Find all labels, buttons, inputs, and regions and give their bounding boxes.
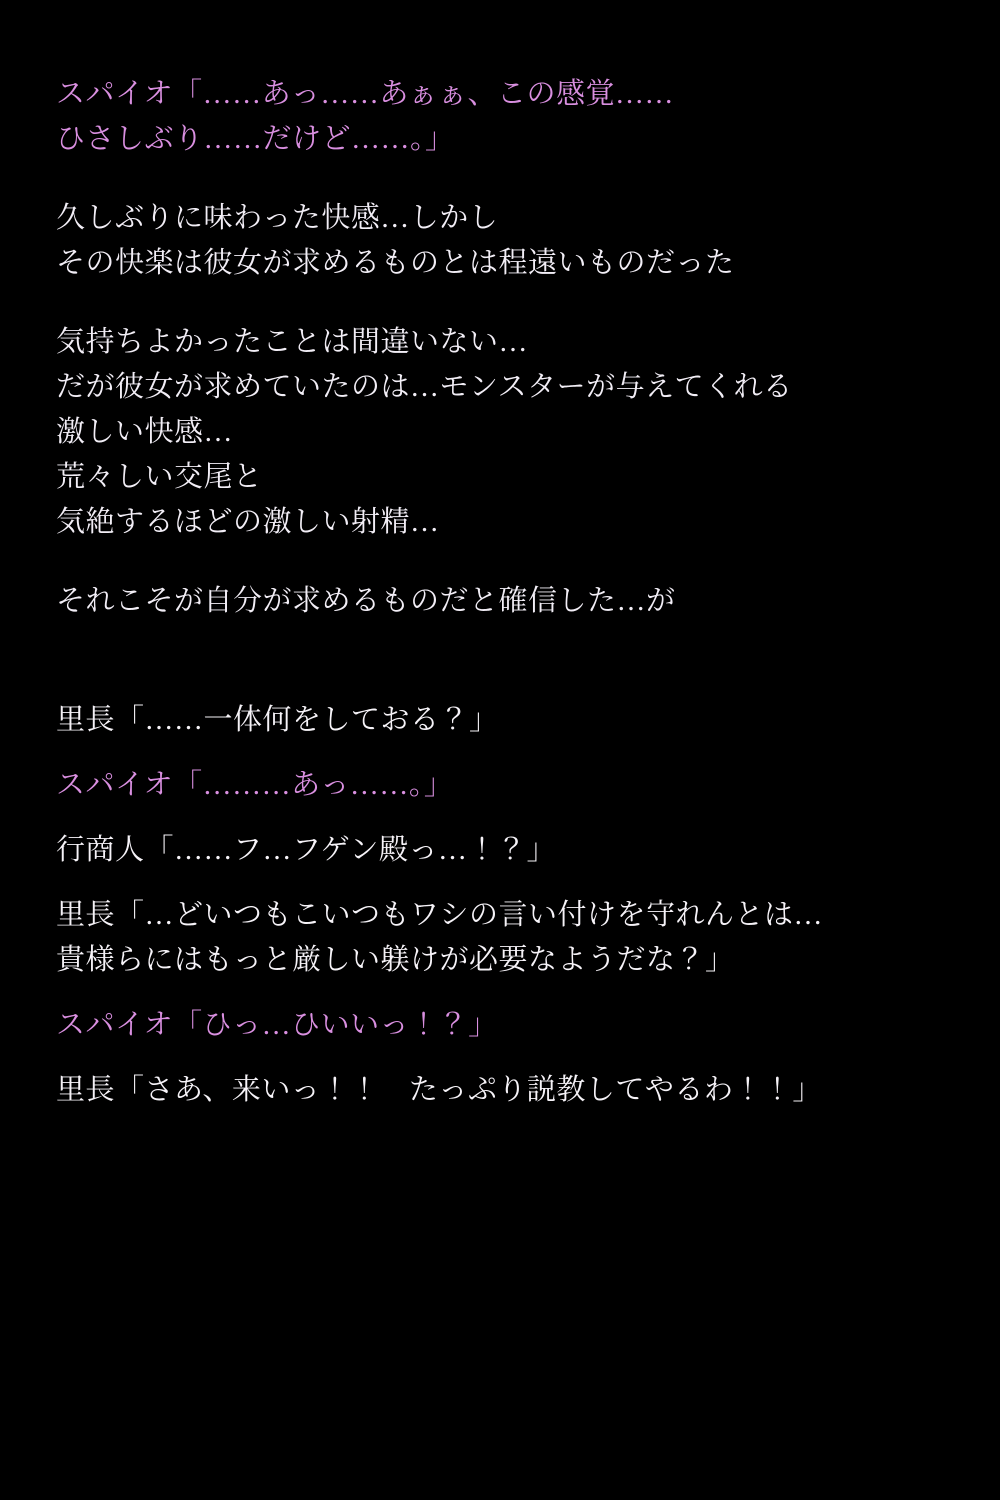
- dialogue-line: 里長「さあ、来いっ！！ たっぷり説教してやるわ！！」: [56, 1074, 822, 1106]
- spacer: [56, 873, 944, 893]
- dialogue-line: 里長「…どいつもこいつもワシの言い付けを守れんとは…: [56, 899, 824, 931]
- dialogue-line: ひさしぶり……だけど……。」: [56, 123, 455, 155]
- spacer: [56, 743, 944, 763]
- narration-block-2: [56, 320, 944, 545]
- dialogue-block-satocho-2: [56, 893, 944, 983]
- narration-line: 久しぶりに味わった快感…しかし: [56, 202, 499, 234]
- narration-line: 激しい快感…: [56, 416, 234, 448]
- dialogue-line: 里長「……一体何をしておる？」: [56, 704, 499, 736]
- dialogue-block-spaio-2: [56, 763, 944, 808]
- narration-block-1: [56, 196, 944, 286]
- dialogue-line: 行商人「……フ…フゲン殿っ…！？」: [56, 834, 557, 866]
- spacer: [56, 983, 944, 1003]
- spacer: [56, 545, 944, 579]
- dialogue-block-satocho-1: [56, 698, 944, 743]
- dialogue-block-spaio-1: [56, 72, 944, 162]
- dialogue-line: スパイオ「………あっ……。」: [56, 769, 454, 801]
- narration-line: だが彼女が求めていたのは…モンスターが与えてくれる: [56, 371, 793, 403]
- dialogue-block-gyoushounin-1: [56, 828, 944, 873]
- dialogue-line: スパイオ「ひっ…ひいいっ！？」: [56, 1009, 498, 1041]
- narration-line: それこそが自分が求めるものだと確信した…が: [56, 585, 676, 617]
- narration-line: その快楽は彼女が求めるものとは程遠いものだった: [56, 247, 735, 279]
- dialogue-block-spaio-3: [56, 1003, 944, 1048]
- spacer: [56, 1048, 944, 1068]
- narration-line: 気持ちよかったことは間違いない…: [56, 326, 529, 358]
- spacer: [56, 808, 944, 828]
- dialogue-block-satocho-3: [56, 1068, 944, 1113]
- dialogue-line: スパイオ「……あっ……あぁぁ、この感覚……: [56, 78, 675, 110]
- narration-block-3: [56, 579, 944, 624]
- spacer: [56, 624, 944, 698]
- spacer: [56, 162, 944, 196]
- narration-line: 気絶するほどの激しい射精…: [56, 506, 440, 538]
- dialogue-line: 貴様らにはもっと厳しい躾けが必要なようだな？」: [56, 944, 735, 976]
- spacer: [56, 286, 944, 320]
- narration-line: 荒々しい交尾と: [56, 461, 263, 493]
